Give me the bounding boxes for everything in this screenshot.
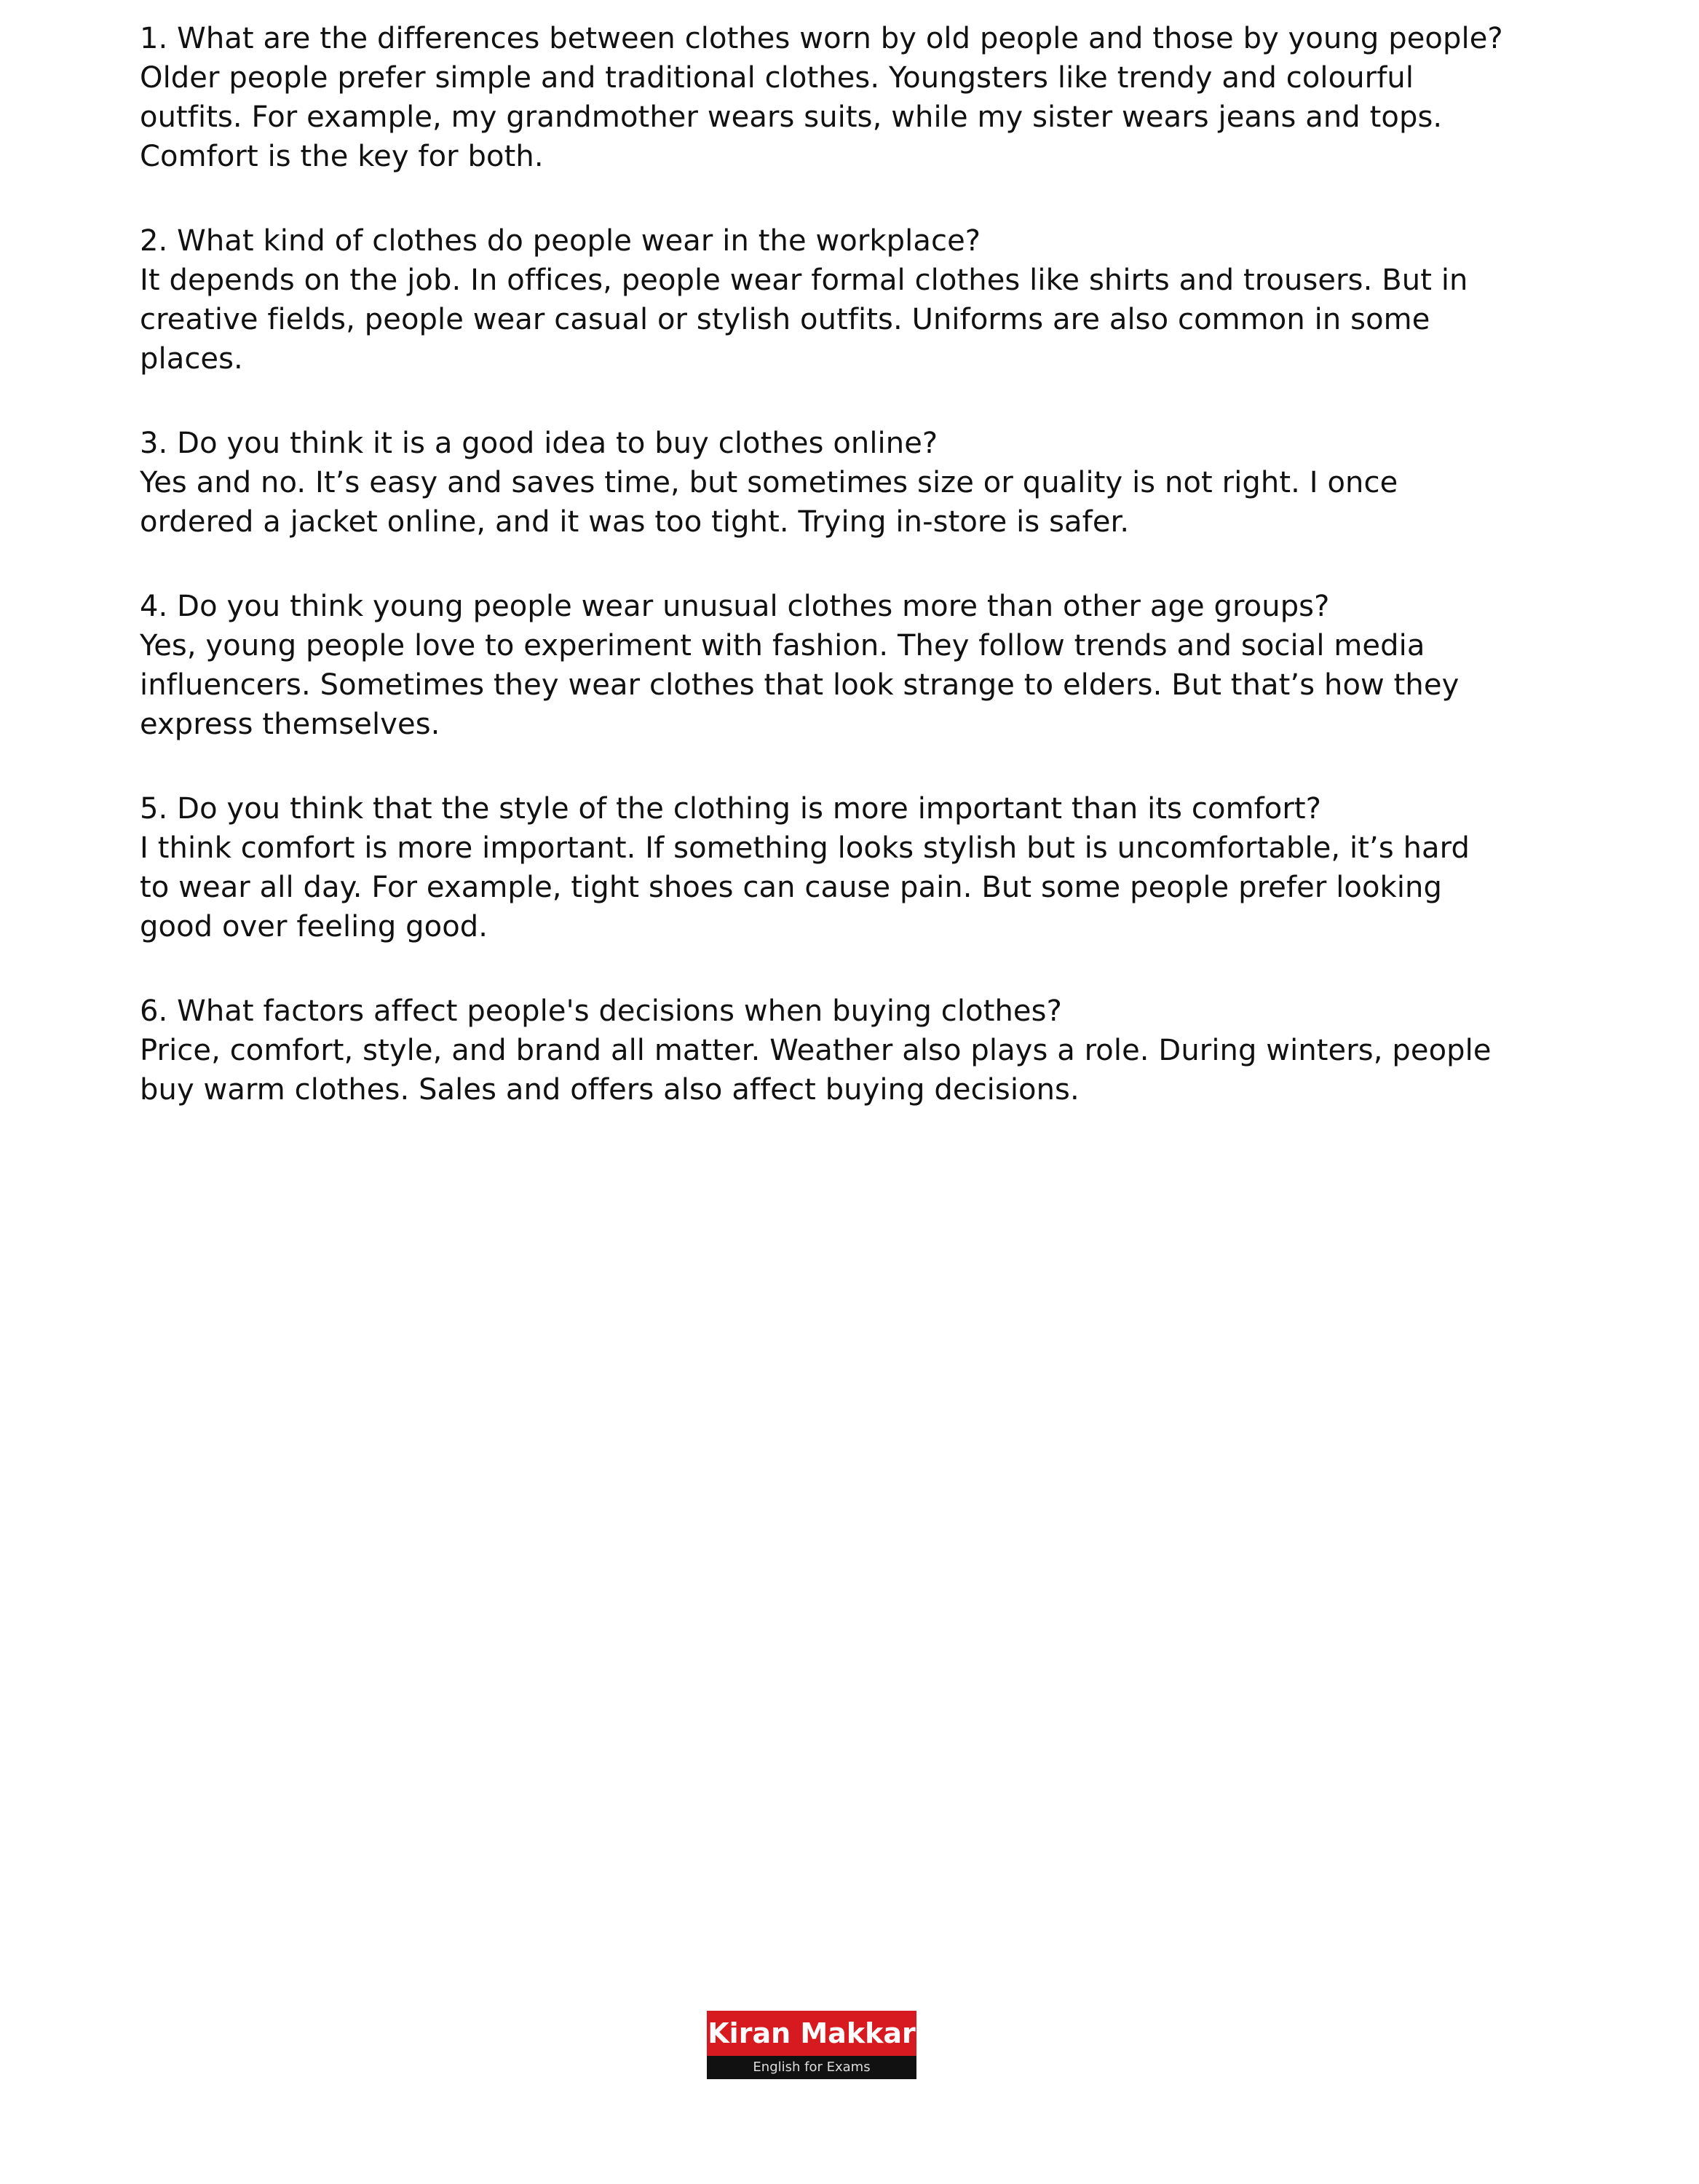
qa-item-5 <box>140 789 1508 946</box>
question-5: 5. Do you think that the style of the clothing is more important than its comfort? <box>140 792 1322 826</box>
question-2: 2. What kind of clothes do people wear in the workplace? <box>140 224 981 258</box>
answer-5: I think comfort is more important. If something looks stylish but is uncomfortable, it’s hard to wear all day. For example, tight shoes can cause pain. But some people prefer looking good over feeling good. <box>140 831 1470 943</box>
answer-3: Yes and no. It’s easy and saves time, but sometimes size or quality is not right. I once ordered a jacket online, and it was too tight. Trying in-store is safer. <box>140 466 1398 539</box>
answer-6: Price, comfort, style, and brand all matter. Weather also plays a role. During winters, people buy warm clothes. Sales and offers also affect buying decisions. <box>140 1034 1492 1107</box>
question-3: 3. Do you think it is a good idea to buy clothes online? <box>140 427 938 460</box>
qa-item-1 <box>140 19 1508 176</box>
answer-1: Older people prefer simple and traditional clothes. Youngsters like trendy and colourful outfits. For example, my grandmother wears suits, while my sister wears jeans and tops. Comfort is the key for both. <box>140 61 1443 173</box>
qa-list <box>140 19 1508 1155</box>
question-4: 4. Do you think young people wear unusual clothes more than other age groups? <box>140 590 1330 623</box>
qa-item-3 <box>140 424 1508 542</box>
question-1: 1. What are the differences between clothes worn by old people and those by young people? <box>140 22 1503 55</box>
logo-tagline: English for Exams <box>707 2056 916 2079</box>
logo-name: Kiran Makkar <box>707 2011 916 2056</box>
kiran-makkar-logo <box>705 2009 918 2081</box>
qa-item-4 <box>140 587 1508 744</box>
qa-item-2 <box>140 221 1508 379</box>
answer-4: Yes, young people love to experiment with fashion. They follow trends and social media influencers. Sometimes they wear clothes that look strange to elders. But that’s how they express themselves. <box>140 629 1460 741</box>
answer-2: It depends on the job. In offices, people wear formal clothes like shirts and trousers. But in creative fields, people wear casual or stylish outfits. Uniforms are also common in some places. <box>140 264 1468 376</box>
qa-item-6 <box>140 992 1508 1109</box>
question-6: 6. What factors affect people's decisions when buying clothes? <box>140 994 1062 1028</box>
